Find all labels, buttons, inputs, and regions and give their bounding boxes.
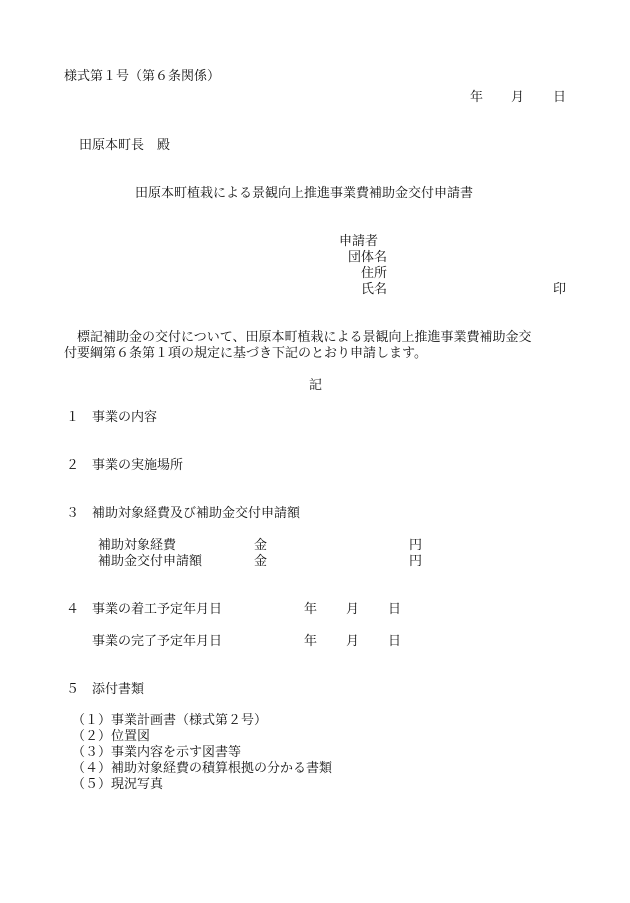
- item-5-label: 添付書類: [92, 682, 145, 697]
- item-5-number: ５: [66, 682, 80, 697]
- start-date-month: 月: [346, 602, 360, 617]
- seal-mark: 印: [553, 282, 567, 297]
- attachment-item: （２）位置図: [72, 729, 151, 744]
- item-4-number: ４: [66, 602, 80, 617]
- item-2-label: 事業の実施場所: [92, 458, 184, 473]
- item-3-label: 補助対象経費及び補助金交付申請額: [92, 506, 301, 521]
- requested-amount-label: 補助金交付申請額: [98, 554, 203, 569]
- applicant-heading: 申請者: [339, 234, 379, 249]
- applicant-address-label: 住所: [361, 266, 388, 281]
- item-1-label: 事業の内容: [92, 410, 158, 425]
- start-date-year: 年: [304, 602, 318, 617]
- item-2-number: ２: [66, 458, 80, 473]
- date-month: 月: [511, 90, 525, 105]
- form-number: 様式第１号（第６条関係）: [64, 69, 221, 84]
- eligible-cost-kin: 金: [254, 538, 268, 553]
- item-1-number: １: [66, 410, 80, 425]
- end-date-year: 年: [304, 634, 318, 649]
- date-year: 年: [470, 90, 484, 105]
- start-date-day: 日: [388, 602, 402, 617]
- requested-amount-yen: 円: [409, 554, 423, 569]
- body-text-line-1: 標記補助金の交付について、田原本町植栽による景観向上推進事業費補助金交: [64, 330, 532, 345]
- attachment-item: （４）補助対象経費の積算根拠の分かる書類: [72, 761, 333, 776]
- start-date-label: 事業の着工予定年月日: [92, 602, 223, 617]
- requested-amount-kin: 金: [254, 554, 268, 569]
- attachment-item: （３）事業内容を示す図書等: [72, 745, 242, 760]
- attachment-item: （１）事業計画書（様式第２号）: [72, 713, 268, 728]
- eligible-cost-label: 補助対象経費: [98, 538, 177, 553]
- end-date-month: 月: [346, 634, 360, 649]
- document-title: 田原本町植栽による景観向上推進事業費補助金交付申請書: [135, 186, 474, 201]
- ki-heading: 記: [309, 378, 323, 393]
- eligible-cost-yen: 円: [409, 538, 423, 553]
- date-day: 日: [553, 90, 567, 105]
- attachment-item: （５）現況写真: [72, 777, 164, 792]
- end-date-label: 事業の完了予定年月日: [92, 634, 223, 649]
- applicant-name-label: 氏名: [361, 282, 388, 297]
- end-date-day: 日: [388, 634, 402, 649]
- body-text-line-2: 付要綱第６条第１項の規定に基づき下記のとおり申請します。: [64, 346, 427, 361]
- applicant-org-label: 団体名: [348, 250, 388, 265]
- item-3-number: ３: [66, 506, 80, 521]
- addressee: 田原本町長 殿: [79, 138, 171, 153]
